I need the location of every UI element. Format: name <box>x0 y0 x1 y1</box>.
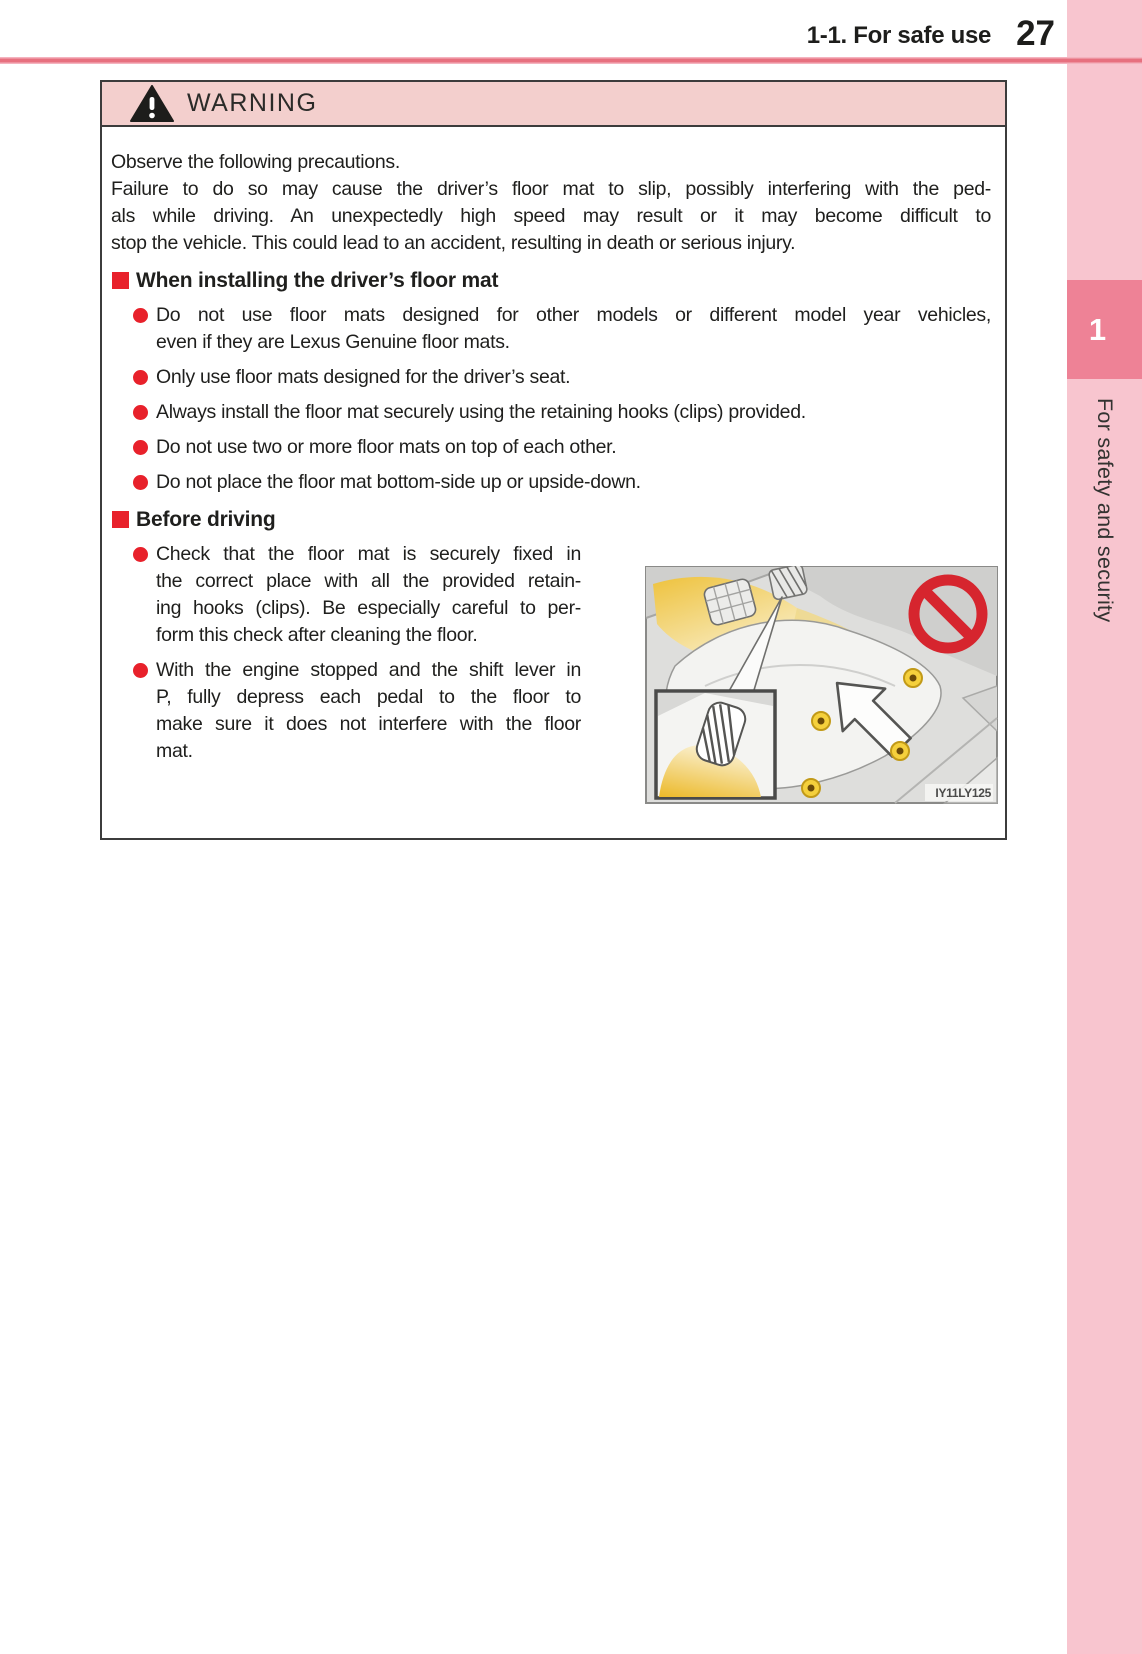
floor-mat-illustration <box>645 566 998 804</box>
list-item <box>133 364 991 391</box>
brake-pedal <box>768 566 807 600</box>
square-bullet-icon <box>112 511 129 528</box>
retaining-hook-icon <box>904 669 922 687</box>
retaining-hook-icon <box>891 742 909 760</box>
header-divider <box>0 57 1142 64</box>
dot-bullet-icon <box>133 405 148 420</box>
chapter-label-wrap <box>1067 398 1142 622</box>
section-reference: 1-1. For safe use <box>806 22 992 49</box>
list-item <box>133 469 991 496</box>
page-number: 27 <box>1016 14 1055 53</box>
pedal-inset-box <box>656 691 775 798</box>
dot-bullet-icon <box>133 370 148 385</box>
list-item <box>133 541 581 649</box>
list-item <box>133 657 581 765</box>
subsection-title: When installing the driver’s floor mat <box>136 269 499 292</box>
warning-intro-line: Observe the following precautions. <box>111 151 400 173</box>
dot-bullet-icon <box>133 475 148 490</box>
retaining-hook-icon <box>802 779 820 797</box>
before-driving-row <box>111 533 991 804</box>
list-item <box>133 434 991 461</box>
bullet-text: Only use floor mats designed for the driver’s seat. <box>156 366 571 388</box>
chapter-number: 1 <box>1088 311 1107 347</box>
subsection-title: Before driving <box>136 508 276 531</box>
subsection-installing <box>111 267 991 294</box>
bullet-text: Do not use two or more floor mats on top of each other. <box>156 436 617 458</box>
list-item <box>133 302 991 356</box>
warning-title: WARNING <box>187 89 318 117</box>
bullet-text: With the engine stopped and the shift lever in P, fully depress each pedal to the floor to make sure it does not interfere with the floor mat. <box>156 659 581 762</box>
figure-label: IY11LY125 <box>935 786 991 800</box>
floor-mat-figure <box>645 566 998 804</box>
page-header <box>0 0 1055 57</box>
warning-body <box>102 127 1005 804</box>
chapter-label: For safety and security <box>1093 398 1117 623</box>
bullet-text: Do not place the floor mat bottom-side up or upside-down. <box>156 471 641 493</box>
chapter-sidebar <box>1067 0 1142 1654</box>
subsection-before-driving <box>111 506 991 533</box>
warning-triangle-icon <box>130 85 174 123</box>
bullet-text: Always install the floor mat securely using the retaining hooks (clips) provided. <box>156 401 806 423</box>
bullet-text: Do not use floor mats designed for other models or different model year vehicles, even if they are Lexus Genuine floor mats. <box>156 304 991 353</box>
bullet-text: Check that the floor mat is securely fixed in the correct place with all the provided retain- ing hooks (clips). Be especially careful to per- form this check after cleaning the floor. <box>156 543 581 646</box>
dot-bullet-icon <box>133 663 148 678</box>
warning-header <box>102 82 1005 127</box>
dot-bullet-icon <box>133 547 148 562</box>
dot-bullet-icon <box>133 440 148 455</box>
before-driving-text-column <box>111 533 581 765</box>
chapter-number-box <box>1067 280 1142 379</box>
list-item <box>133 399 991 426</box>
warning-intro-paragraph: Failure to do so may cause the driver’s floor mat to slip, possibly interfering with the ped- als while driving. An unexpectedly high speed may result or it may become difficult to stop the vehicle. This could lead to an accident, resulting in death or serious injury. <box>111 178 991 254</box>
square-bullet-icon <box>112 272 129 289</box>
warning-box <box>100 80 1007 840</box>
retaining-hook-icon <box>812 712 830 730</box>
dot-bullet-icon <box>133 308 148 323</box>
